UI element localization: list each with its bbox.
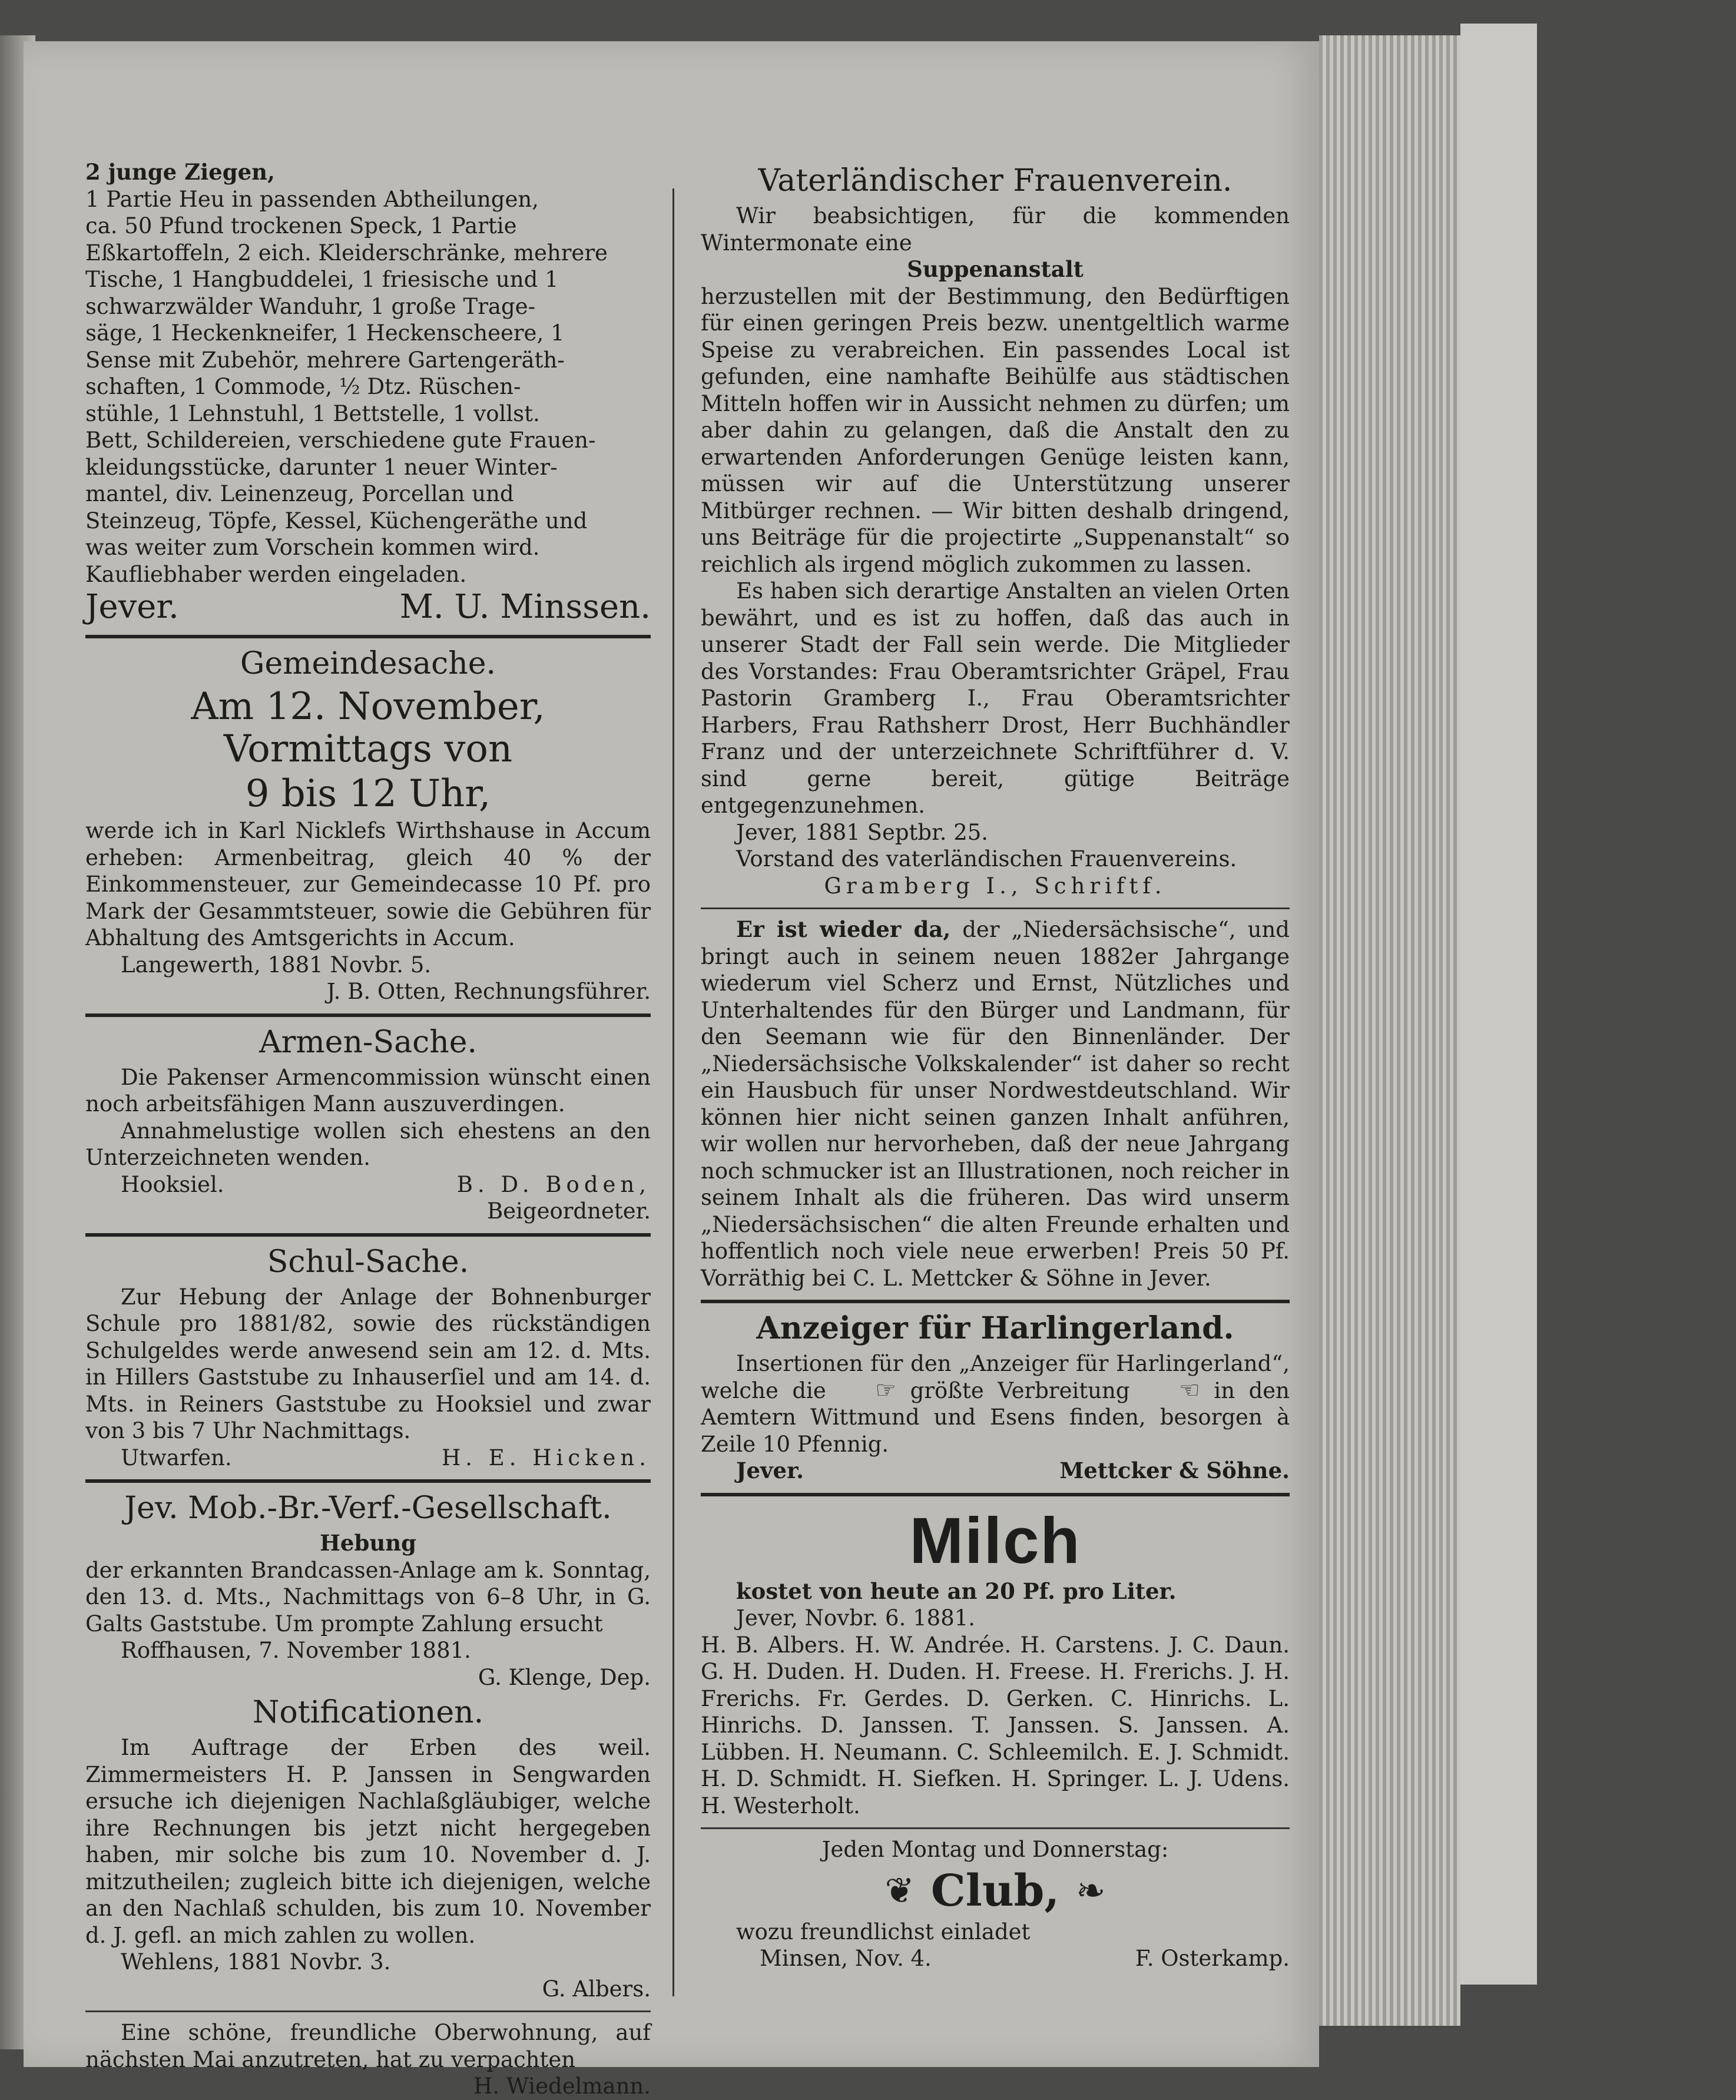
section-rule xyxy=(85,2010,651,2012)
ad-lead: Er ist wieder da, xyxy=(736,916,951,942)
milch-dateline: Jever, Novbr. 6. 1881. xyxy=(736,1605,976,1631)
ad-line: stühle, 1 Lehnstuhl, 1 Bettstelle, 1 vollst. xyxy=(85,400,540,426)
notice-body: Annahmelustige wollen sich ehestens an den Unterzeichneten wenden. xyxy=(85,1118,651,1170)
page-block-edge xyxy=(1319,35,1460,2026)
pointing-hand-icon: ☞ xyxy=(875,1376,897,1404)
ad-ziegen xyxy=(85,159,651,627)
club-signature: F. Osterkamp. xyxy=(1135,1946,1290,1971)
date-heading: Am 12. November, Vormittags von xyxy=(191,685,545,771)
ad-line: ca. 50 Pfund trockenen Speck, 1 Partie xyxy=(85,213,517,239)
milch-heading: Milch xyxy=(909,1504,1081,1577)
notice-body: Im Auftrage der Erben des weil. Zimmermeisters H. P. Janssen in Sengwarden ersuche ich diejenigen Nachlaßgläubiger, welche ihre Rechnungen bis jetzt nicht hergegeben haben, mir solche bis zum 10. November d. J. mitzutheilen; zugleich bitte ich diejenigen, welche an den Nachlaß schulden, bis zum 10. November d. J. gefl. an mich zahlen zu wollen. xyxy=(85,1735,651,1948)
notice-subheading: Hebung xyxy=(319,1530,417,1556)
section-rule xyxy=(85,1233,651,1237)
ad-body: der „Niedersächsische“, und bringt auch in seinem neuen 1882er Jahrgange wiederum viel Scherz und Ernst, Nützliches und Unterhaltendes für den Bürger und Landmann, für den Seemann wie für den Binnenländer. Der „Niedersächsische Volkskalender“ ist daher so recht ein Hausbuch für unser Nordwestdeutschland. Wir können hier nicht seinen ganzen Inhalt anführen, wir wollen nur hervorheben, daß der neue Jahrgang noch schmucker ist an Illustrationen, noch reicher in seinem Inhalt als die früheren. Das wird unserm „Niedersächsischen“ die alten Freunde erhalten und hoffentlich noch viele neue erwerben! Preis 50 Pf. Vorräthig bei C. L. Mettcker & Söhne in Jever. xyxy=(701,917,1290,1291)
time-heading: 9 bis 12 Uhr, xyxy=(245,772,491,816)
club-intro: Jeden Montag und Donnerstag: xyxy=(821,1837,1169,1862)
right-column xyxy=(701,159,1290,1972)
notice-body: werde ich in Karl Nicklefs Wirthshause in Accum erheben: Armenbeitrag, gleich 40 % der Einkommensteuer, zur Gemeindecasse 10 Pf. pro Mark der Gesammtsteuer, sowie die Gebühren für Abhaltung des Amtsgerichts in Accum. xyxy=(85,818,651,950)
notice-dateline: Jever, 1881 Septbr. 25. xyxy=(736,819,989,845)
notice-gemeinde xyxy=(85,645,651,1005)
section-rule xyxy=(701,1493,1290,1496)
section-rule xyxy=(701,1300,1290,1303)
section-rule xyxy=(85,1479,651,1483)
ad-line: Sense mit Zubehör, mehrere Gartengeräth- xyxy=(85,347,565,373)
pointing-hand-icon: ☜ xyxy=(1179,1376,1200,1404)
milch-price: kostet von heute an 20 Pf. pro Liter. xyxy=(736,1578,1177,1604)
ad-line: Steinzeug, Töpfe, Kessel, Küchengeräthe und xyxy=(85,508,588,534)
ad-club xyxy=(701,1836,1290,1972)
ad-line: Bett, Schildereien, verschiedene gute Frauen- xyxy=(85,428,596,453)
ad-line: säge, 1 Heckenkneifer, 1 Heckenscheere, 1 xyxy=(85,320,565,346)
scroll-ornament-icon: ❦ xyxy=(884,1870,915,1912)
ad-signature-row xyxy=(85,588,651,627)
notice-keyword: Suppenanstalt xyxy=(907,256,1084,282)
ad-body: Insertionen für den „Anzeiger für Harlingerland“, welche die xyxy=(701,1351,1290,1403)
notice-signature-row xyxy=(85,1171,651,1198)
notice-signer: Vorstand des vaterländischen Frauenvereins. xyxy=(736,846,1237,872)
ad-place: Jever. xyxy=(85,588,179,626)
club-place: Minsen, Nov. 4. xyxy=(760,1946,932,1971)
left-column xyxy=(85,159,651,2100)
section-heading: Vaterländischer Frauenverein. xyxy=(758,163,1233,198)
club-signature-row xyxy=(701,1945,1290,1972)
book-cover-right xyxy=(1460,24,1537,1985)
ad-line: Kaufliebhaber werden eingeladen. xyxy=(85,561,467,587)
notice-schul xyxy=(85,1244,651,1472)
ad-line: mantel, div. Leinenzeug, Porcellan und xyxy=(85,481,514,506)
notice-body: herzustellen mit der Bestimmung, den Bedürftigen für einen geringen Preis bezw. unentgeltlich warme Speise zu verabreichen. Ein passendes Local ist gefunden, eine namhafte Beihülfe aus städtischen Mitteln hoffen wir in Aussicht nehmen zu dürfen; um aber dahin zu gelangen, daß die Anstalt den zu erwartenden Anforderungen Genüge leisten kann, müssen wir auf die Unterstützung unserer Mitbürger rechnen. — Wir bitten deshalb dringend, uns Beiträge für die projectirte „Suppenanstalt“ so reichlich als irgend möglich zukommen zu lassen. xyxy=(701,283,1290,577)
notice-intro: Wir beabsichtigen, für die kommenden Wintermonate eine xyxy=(701,203,1290,256)
notice-signature: J. B. Otten, Rechnungsführer. xyxy=(326,979,651,1004)
notice-signature: H. E. Hicken. xyxy=(441,1445,651,1470)
ad-signature: M. U. Minssen. xyxy=(399,588,651,626)
notice-signature-row xyxy=(85,1445,651,1472)
notice-body: Zur Hebung der Anlage der Bohnenburger Schule pro 1881/82, sowie des rückständigen Schulgeldes werde anwesend sein am 12. d. Mts. in Hillers Gaststube zu Inhauserſiel und am 14. d. Mts. in Reiners Gaststube zu Hooksiel und zwar von 3 bis 7 Uhr Nachmittags. xyxy=(85,1284,651,1443)
club-invite: wozu freundlichst einladet xyxy=(736,1919,1031,1945)
notice-signature: Gramberg I., Schriftf. xyxy=(824,873,1167,899)
ad-body-emphasis: größte Verbreitung xyxy=(910,1377,1130,1403)
club-banner xyxy=(701,1866,1290,1916)
section-heading: Gemeindesache. xyxy=(240,646,496,681)
notice-dateline: Wehlens, 1881 Novbr. 3. xyxy=(121,1949,391,1975)
ad-body: Eine schöne, freundliche Oberwohnung, auf nächsten Mai anzutreten, hat zu verpachten xyxy=(85,2020,651,2072)
club-word: Club, xyxy=(930,1865,1060,1916)
notice-signature: G. Albers. xyxy=(542,1976,651,2002)
section-rule xyxy=(701,1827,1290,1829)
notice-body: Es haben sich derartige Anstalten an vielen Orten bewährt, und es ist zu hoffen, daß das auch in unserer Stadt der Fall sein werde. Die Mitglieder des Vorstandes: Frau Oberamtsrichter Gräpel, Frau Pastorin Gramberg I., Frau Oberamtsrichter Harbers, Frau Rathsherr Drost, Herr Buchhändler Franz und der unterzeichnete Schriftführer d. V. sind gerne bereit, gütige Beiträge entgegenzunehmen. xyxy=(701,578,1290,818)
notice-signature: B. D. Boden, xyxy=(456,1171,651,1197)
ad-line: 1 Partie Heu in passenden Abtheilungen, xyxy=(85,186,539,212)
notice-place: Utwarfen. xyxy=(121,1445,232,1470)
section-heading: Jev. Mob.-Br.-Verf.-Gesellschaft. xyxy=(124,1490,612,1526)
ad-line: Eßkartoffeln, 2 eich. Kleiderschränke, mehrere xyxy=(85,240,608,266)
ad-heading: 2 junge Ziegen, xyxy=(85,159,275,185)
milch-names: H. B. Albers. H. W. Andrée. H. Carstens. J. C. Daun. G. H. Duden. H. Duden. H. Freese. H. Frerichs. J. H. Frerichs. Fr. Gerdes. D. Gerken. C. Hinrichs. L. Hinrichs. D. Janssen. T. Janssen. S. Janssen. A. Lübben. H. Neumann. C. Schleemilch. E. J. Schmidt. H. D. Schmidt. H. Siefken. H. Springer. L. J. Udens. H. Westerholt. xyxy=(701,1632,1290,1819)
notice-body: der erkannten Brandcassen-Anlage am k. Sonntag, den 13. d. Mts., Nachmittags von 6–8 Uhr, in G. Galts Gaststube. Um prompte Zahlung ersucht xyxy=(85,1557,651,1637)
ad-place: Jever. xyxy=(736,1458,804,1483)
notice-notificationen xyxy=(85,1694,651,2002)
ad-milch xyxy=(701,1503,1290,1820)
notice-body: Die Pakenser Armencommission wünscht einen noch arbeitsfähigen Mann auszuverdingen. xyxy=(85,1064,651,1117)
ad-niedersachsische xyxy=(701,916,1290,1291)
ad-line: Tische, 1 Hangbuddelei, 1 friesische und 1 xyxy=(85,267,559,292)
ad-wohnung xyxy=(85,2019,651,2100)
notice-dateline: Roffhausen, 7. November 1881. xyxy=(121,1638,471,1663)
section-heading: Armen-Sache. xyxy=(259,1024,478,1060)
notice-brandcasse xyxy=(85,1490,651,1691)
ad-anzeiger xyxy=(701,1310,1290,1485)
section-rule xyxy=(85,1013,651,1017)
section-heading: Notificationen. xyxy=(252,1695,484,1730)
ad-line: kleidungsstücke, darunter 1 neuer Winter- xyxy=(85,454,558,480)
ad-signature-row xyxy=(701,1458,1290,1485)
column-divider xyxy=(672,188,674,1996)
notice-armen xyxy=(85,1024,651,1225)
notice-place: Hooksiel. xyxy=(121,1171,224,1197)
section-rule xyxy=(701,907,1290,909)
notice-dateline: Langewerth, 1881 Novbr. 5. xyxy=(121,952,432,978)
ad-signature: H. Wiedelmann. xyxy=(473,2073,651,2099)
ad-line: was weiter zum Vorschein kommen wird. xyxy=(85,535,540,560)
ad-line: schaften, 1 Commode, ½ Dtz. Rüschen- xyxy=(85,374,521,399)
scroll-ornament-icon: ❧ xyxy=(1076,1870,1106,1912)
notice-title: Beigeordneter. xyxy=(486,1198,651,1224)
section-heading: Anzeiger für Harlingerland. xyxy=(756,1310,1234,1346)
notice-frauenverein xyxy=(701,163,1290,899)
section-heading: Schul-Sache. xyxy=(267,1244,469,1280)
ad-line: schwarzwälder Wanduhr, 1 große Trage- xyxy=(85,293,536,319)
ad-body: in den Aemtern Wittmund und Esens finden, besorgen à Zeile 10 Pfennig. xyxy=(701,1377,1290,1457)
section-rule xyxy=(85,635,651,638)
notice-signature: G. Klenge, Dep. xyxy=(478,1664,651,1690)
ad-signature: Mettcker & Söhne. xyxy=(1059,1458,1290,1483)
